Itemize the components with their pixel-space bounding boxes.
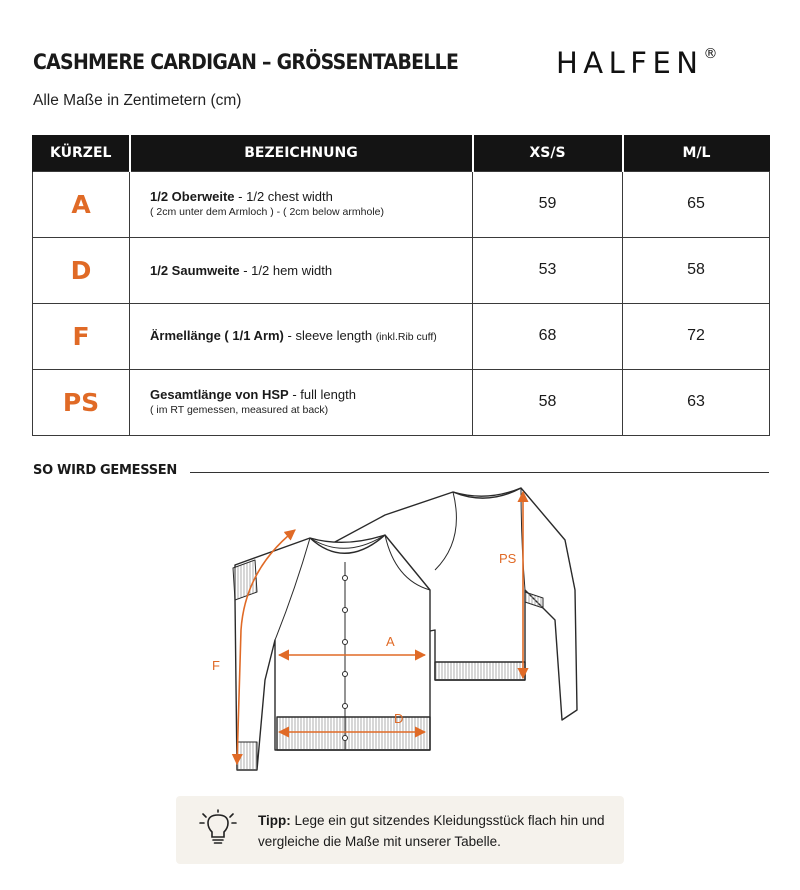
registered-mark: ® (703, 46, 718, 63)
row-value-m-l: 58 (623, 237, 770, 303)
table-row (33, 171, 770, 237)
row-label-suffix: - 1/2 hem width (239, 262, 333, 278)
row-value-m-l: 72 (623, 303, 770, 369)
row-value-m-l: 63 (623, 369, 770, 435)
table-row (33, 237, 770, 303)
brand-logo (556, 46, 718, 80)
row-code: D (33, 237, 130, 303)
row-code: F (33, 303, 130, 369)
row-value-xs-s: 53 (473, 237, 623, 303)
row-description (130, 237, 473, 303)
size-table (32, 135, 770, 436)
row-value-xs-s: 68 (473, 303, 623, 369)
section-divider (190, 472, 769, 473)
page-title: CASHMERE CARDIGAN – GRÖSSENTABELLE (33, 50, 459, 74)
page-subtitle: Alle Maße in Zentimetern (cm) (33, 92, 242, 109)
tip-text (258, 810, 608, 852)
row-code: A (33, 171, 130, 237)
row-label: Ärmellänge ( 1/1 Arm) (150, 327, 284, 343)
tip-label: Tipp: (258, 813, 291, 828)
row-label-suffix: - 1/2 chest width (234, 189, 333, 204)
label-ps: PS (499, 551, 517, 566)
label-d: D (394, 711, 404, 726)
cardigan-front-outline (233, 535, 430, 770)
row-label-suffix: - sleeve length (283, 327, 376, 343)
table-header-row (33, 135, 770, 171)
row-description (130, 171, 473, 237)
table-row (33, 303, 770, 369)
lightbulb-icon (198, 810, 238, 850)
column-header-code: KÜRZEL (33, 135, 130, 171)
row-label: Gesamtlänge von HSP (150, 387, 289, 402)
table-row (33, 369, 770, 435)
row-description (130, 303, 473, 369)
row-label: 1/2 Saumweite (150, 262, 240, 278)
measurement-diagram (212, 480, 585, 780)
brand-name: HALFEN (556, 46, 704, 80)
row-code: PS (33, 369, 130, 435)
row-label-suffix: - full length (288, 387, 356, 402)
row-label: 1/2 Oberweite (150, 189, 235, 204)
label-f: F (212, 658, 220, 673)
row-note: ( im RT gemessen, measured at back) (150, 404, 329, 416)
row-label-small: (inkl.Rib cuff) (375, 330, 437, 343)
column-header-m-l: M/L (623, 135, 770, 171)
row-note: ( 2cm unter dem Armloch ) - ( 2cm below armhole) (150, 206, 384, 218)
section-heading: SO WIRD GEMESSEN (33, 463, 177, 478)
row-value-m-l: 65 (623, 171, 770, 237)
tip-box (176, 796, 624, 864)
column-header-description: BEZEICHNUNG (130, 135, 473, 171)
column-header-xs-s: XS/S (473, 135, 623, 171)
row-value-xs-s: 58 (473, 369, 623, 435)
row-value-xs-s: 59 (473, 171, 623, 237)
row-description (130, 369, 473, 435)
tip-body: Lege ein gut sitzendes Kleidungsstück flach hin und vergleiche die Maße mit unserer Tabelle. (258, 813, 605, 849)
label-a: A (386, 634, 395, 649)
